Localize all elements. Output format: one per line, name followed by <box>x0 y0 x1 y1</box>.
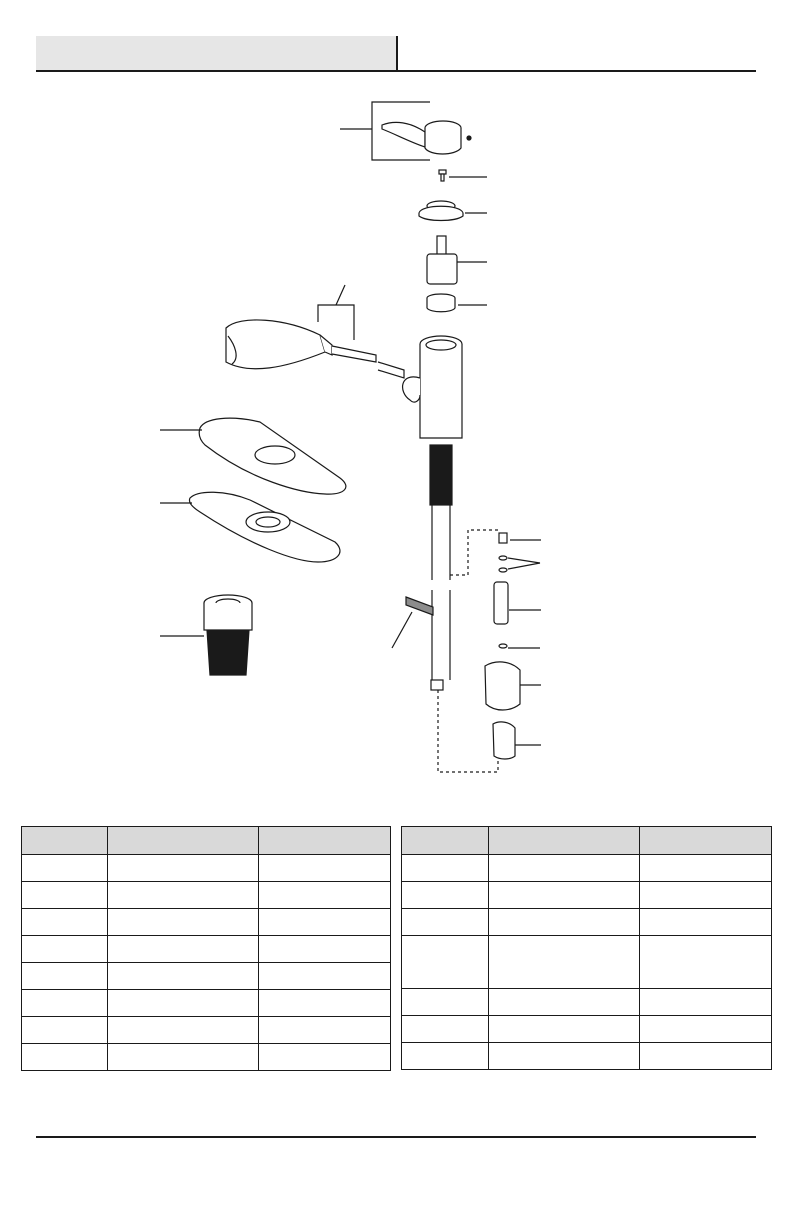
table-row <box>402 909 772 936</box>
table-cell <box>402 1043 489 1070</box>
table-cell <box>22 1017 108 1044</box>
table-cell <box>108 963 259 990</box>
table-cell <box>108 990 259 1017</box>
table-cell <box>402 909 489 936</box>
set-screw-part <box>439 170 487 181</box>
bonnet-nut-part <box>427 294 487 312</box>
quick-connect-part <box>494 582 541 624</box>
table-cell <box>259 855 391 882</box>
clip-part <box>493 722 541 759</box>
table-row <box>22 990 391 1017</box>
table-cell <box>402 882 489 909</box>
table-header-cell <box>402 827 489 855</box>
table-row <box>22 909 391 936</box>
table-cell <box>489 855 640 882</box>
table-header-cell <box>22 827 108 855</box>
table-cell <box>22 1044 108 1071</box>
table-cell <box>22 936 108 963</box>
handle-part <box>382 121 471 154</box>
table-row <box>402 1043 772 1070</box>
table-row <box>402 1016 772 1043</box>
table-row <box>402 882 772 909</box>
washer-part <box>499 644 540 648</box>
table-cell <box>640 1043 772 1070</box>
gasket-part <box>160 492 340 562</box>
hose-part <box>392 597 433 648</box>
table-cell <box>22 990 108 1017</box>
exploded-parts-diagram <box>0 90 792 790</box>
table-cell <box>108 1017 259 1044</box>
table-cell <box>108 855 259 882</box>
table-cell <box>22 882 108 909</box>
table-cell <box>402 989 489 1016</box>
table-cell <box>22 855 108 882</box>
table-cell <box>402 1016 489 1043</box>
table-row <box>22 936 391 963</box>
table-cell <box>259 909 391 936</box>
table-cell <box>259 1044 391 1071</box>
table-cell <box>489 989 640 1016</box>
table-cell <box>108 909 259 936</box>
deck-plate-part <box>160 418 346 494</box>
table-cell <box>259 882 391 909</box>
table-cell <box>489 936 640 989</box>
mounting-nut-part <box>160 595 252 675</box>
faucet-body-part <box>403 336 462 438</box>
table-header-cell <box>108 827 259 855</box>
table-cell <box>640 855 772 882</box>
table-cell <box>489 1043 640 1070</box>
table-row <box>402 936 772 989</box>
table-cell <box>640 909 772 936</box>
table-row <box>402 989 772 1016</box>
table-cell <box>489 1016 640 1043</box>
table-row <box>22 882 391 909</box>
table-header-row <box>402 827 772 855</box>
table-cell <box>108 936 259 963</box>
table-cell <box>259 990 391 1017</box>
table-cell <box>489 909 640 936</box>
spray-head-callout <box>318 285 354 340</box>
threaded-shank-part <box>430 445 452 690</box>
table-header-cell <box>640 827 772 855</box>
table-header-cell <box>489 827 640 855</box>
table-cell <box>259 936 391 963</box>
weight-part <box>485 662 541 710</box>
parts-table-right <box>401 826 772 1070</box>
section-header-tab <box>36 36 398 71</box>
table-cell <box>259 963 391 990</box>
header-divider <box>36 70 756 72</box>
table-cell <box>22 909 108 936</box>
table-cell <box>259 1017 391 1044</box>
table-cell <box>489 882 640 909</box>
table-cell <box>22 963 108 990</box>
dome-cap-part <box>419 201 487 221</box>
table-row <box>22 1017 391 1044</box>
cartridge-part <box>427 236 487 284</box>
table-cell <box>108 882 259 909</box>
o-rings-part <box>499 556 540 572</box>
table-header-cell <box>259 827 391 855</box>
parts-table-left <box>21 826 391 1071</box>
table-cell <box>402 855 489 882</box>
table-cell <box>402 936 489 989</box>
table-row <box>22 1044 391 1071</box>
table-cell <box>640 1016 772 1043</box>
table-header-row <box>22 827 391 855</box>
fitting-part <box>499 533 541 543</box>
table-cell <box>640 989 772 1016</box>
table-cell <box>108 1044 259 1071</box>
table-cell <box>640 882 772 909</box>
assembly-guide-lines <box>438 530 498 772</box>
footer-divider <box>36 1136 756 1138</box>
table-row <box>22 855 391 882</box>
table-row <box>22 963 391 990</box>
table-cell <box>640 936 772 989</box>
spray-head-part <box>226 320 404 378</box>
table-row <box>402 855 772 882</box>
